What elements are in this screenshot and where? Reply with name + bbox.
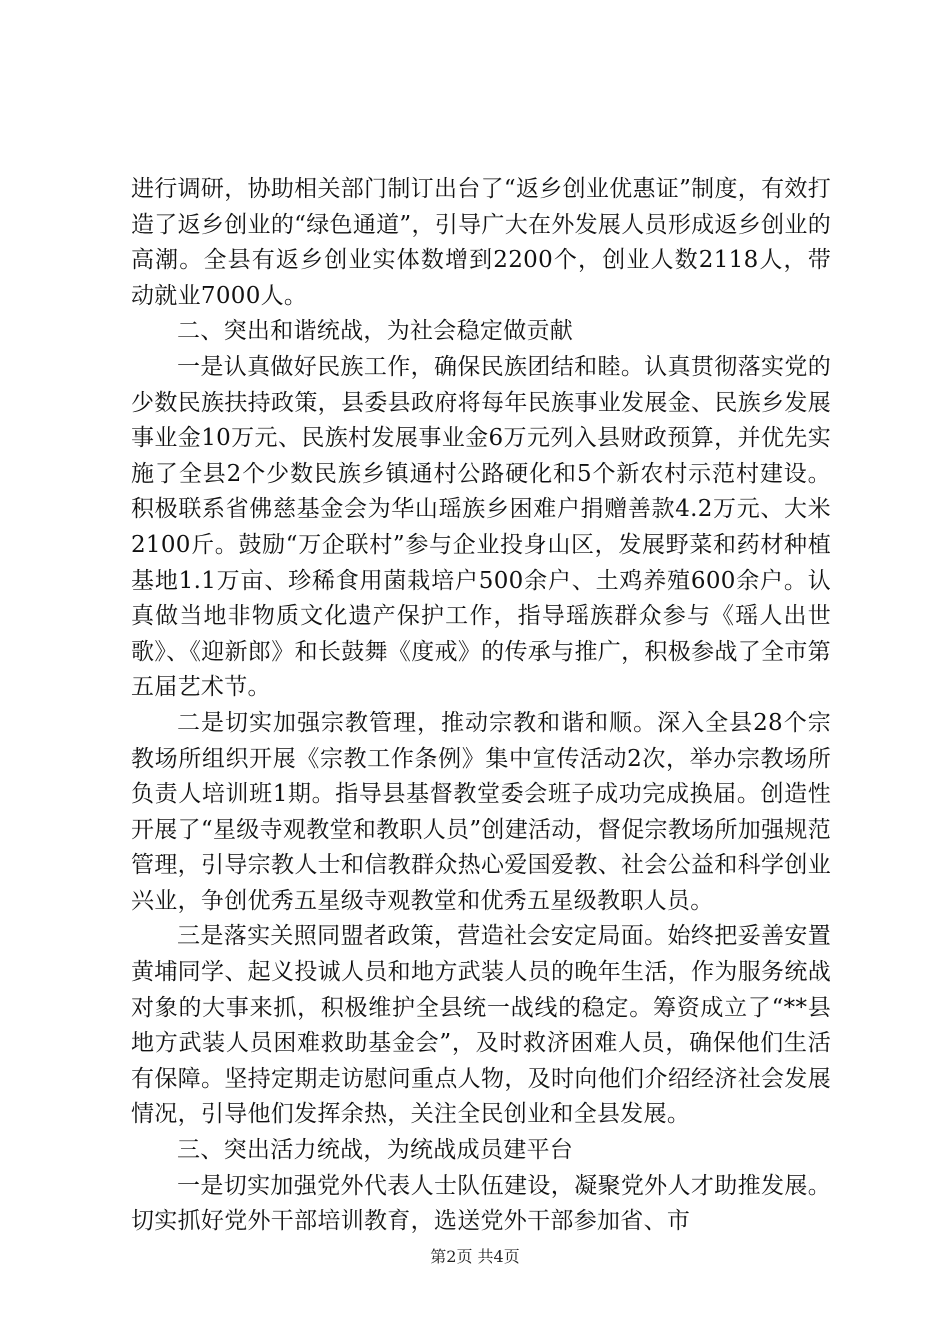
paragraph-religion-management: 二是切实加强宗教管理，推动宗教和谐和顺。深入全县28个宗教场所组织开展《宗教工作条例》集中宣传活动2次，举办宗教场所负责人培训班1期。指导县基督教堂委会班子成功完成换届。创造性开展了“星级寺观教堂和教职人员”创建活动，督促宗教场所加强规范管理，引导宗教人士和信教群众热心爱国爱教、社会公益和科学创业兴业，争创优秀五星级寺观教堂和优秀五星级教职人员。 [131, 709, 831, 914]
section-heading-3: 三、突出活力统战，为统战成员建平台 [177, 1137, 574, 1164]
section-heading-2: 二、突出和谐统战，为社会稳定做贡献 [177, 318, 574, 345]
page-footer: 第2页 共4页 [430, 1247, 520, 1266]
document-body [131, 172, 831, 1240]
paragraph-non-party-cadres: 一是切实加强党外代表人士队伍建设，凝聚党外人才助推发展。切实抓好党外干部培训教育，选送党外干部参加省、市 [131, 1172, 831, 1235]
paragraph-allies-policy: 三是落实关照同盟者政策，营造社会安定局面。始终把妥善安置黄埔同学、起义投诚人员和地方武装人员的晚年生活，作为服务统战对象的大事来抓，积极维护全县统一战线的稳定。筹资成立了“**县地方武装人员困难救助基金会”，及时救济困难人员，确保他们生活有保障。坚持定期走访慰问重点人物，及时向他们介绍经济社会发展情况，引导他们发挥余热，关注全民创业和全县发展。 [131, 923, 831, 1128]
paragraph-1: 进行调研，协助相关部门制订出台了“返乡创业优惠证”制度，有效打造了返乡创业的“绿色通道”，引导广大在外发展人员形成返乡创业的高潮。全县有返乡创业实体数增到2200个，创业人数2118人，带动就业7000人。 [131, 176, 831, 309]
paragraph-ethnic-work: 一是认真做好民族工作，确保民族团结和睦。认真贯彻落实党的少数民族扶持政策，县委县政府将每年民族事业发展金、民族乡发展事业金10万元、民族村发展事业金6万元列入县财政预算，并优先实施了全县2个少数民族乡镇通村公路硬化和5个新农村示范村建设。积极联系省佛慈基金会为华山瑶族乡困难户捐赠善款4.2万元、大米2100斤。鼓励“万企联村”参与企业投身山区，发展野菜和药材种植基地1.1万亩、珍稀食用菌栽培户500余户、土鸡养殖600余户。认真做当地非物质文化遗产保护工作，指导瑶族群众参与《瑶人出世歌》、《迎新郎》和长鼓舞《度戒》的传承与推广，积极参战了全市第五届艺术节。 [131, 353, 831, 701]
